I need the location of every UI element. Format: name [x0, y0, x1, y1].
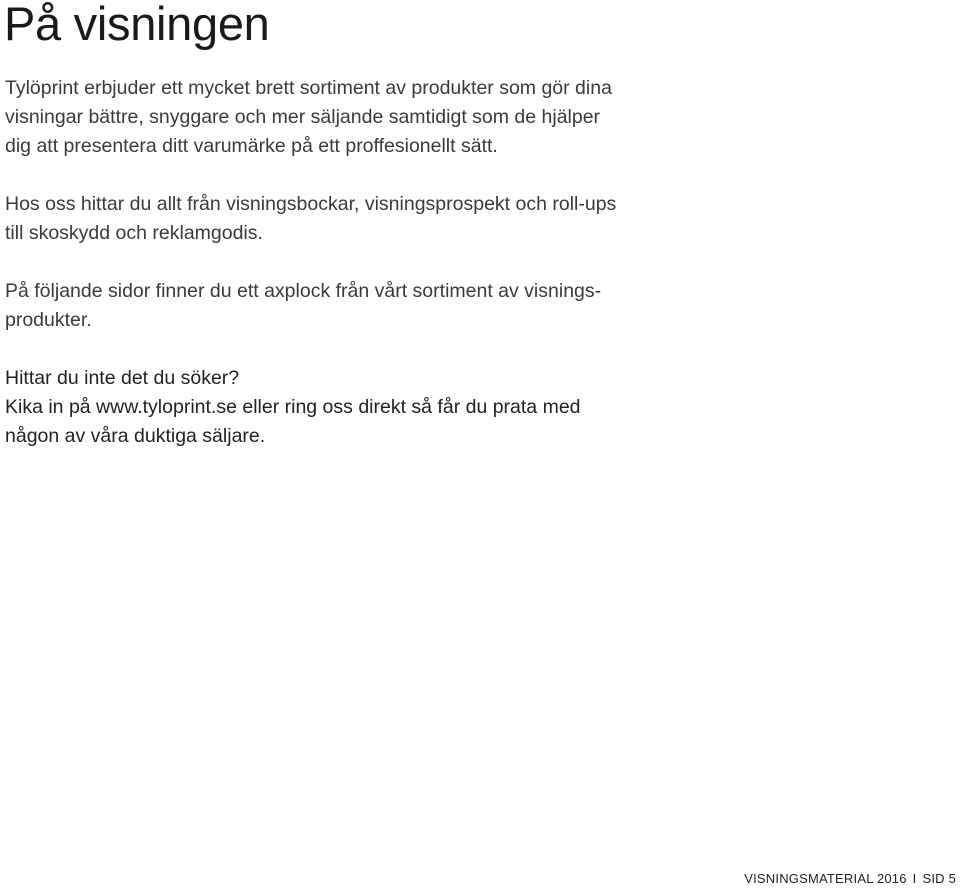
- text-line: Hittar du inte det du söker?: [5, 367, 240, 389]
- text-line: På följande sidor finner du ett axplock från vårt sortiment av visnings-: [5, 280, 602, 302]
- page-title: På visningen: [4, 0, 270, 50]
- text-line: någon av våra duktiga säljare.: [5, 425, 266, 447]
- intro-paragraph: [5, 74, 745, 161]
- text-line: Hos oss hittar du allt från visningsbockar, visningsprospekt och roll-ups: [5, 193, 617, 215]
- text-line: Kika in på www.tyloprint.se eller ring oss direkt så får du prata med: [5, 396, 581, 418]
- text-line: visningar bättre, snyggare och mer säljande samtidigt som de hjälper: [5, 106, 601, 128]
- body-text: [5, 74, 745, 451]
- assortment-paragraph: [5, 190, 745, 248]
- following-pages-paragraph: [5, 277, 745, 335]
- text-line: dig att presentera ditt varumärke på ett proffesionellt sätt.: [5, 135, 498, 157]
- page-number: SID 5: [922, 871, 956, 886]
- footer-separator: I: [912, 871, 917, 886]
- text-line: Tylöprint erbjuder ett mycket brett sortiment av produkter som gör dina: [5, 77, 612, 99]
- contact-paragraph: [5, 364, 745, 451]
- page-footer: [744, 870, 956, 888]
- text-line: till skoskydd och reklamgodis.: [5, 222, 263, 244]
- text-line: produkter.: [5, 309, 92, 331]
- footer-section: VISNINGSMATERIAL 2016: [744, 871, 907, 886]
